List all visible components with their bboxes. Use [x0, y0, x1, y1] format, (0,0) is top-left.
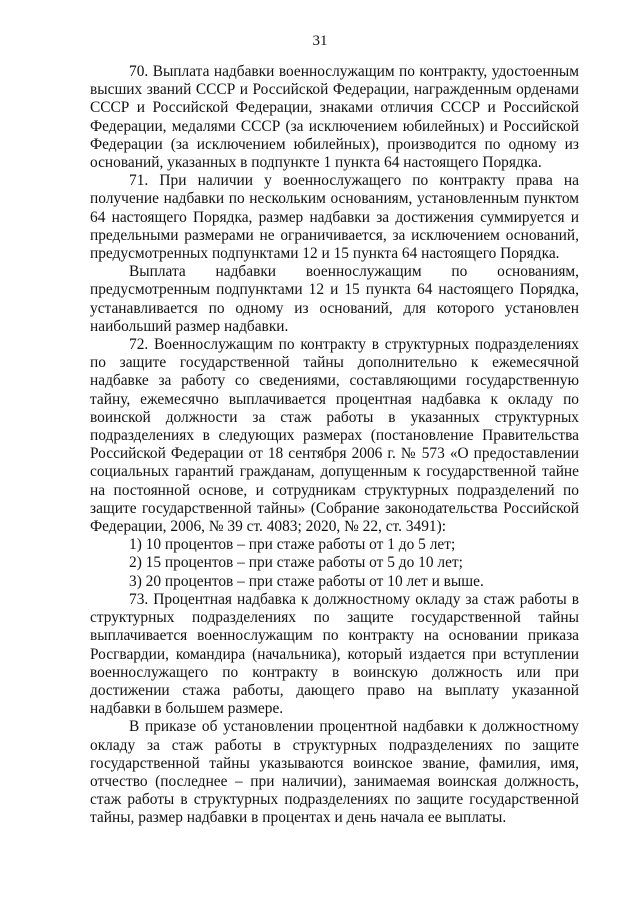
rate-list — [90, 536, 579, 591]
paragraph-70: 70. Выплата надбавки военнослужащим по контракту, удостоенным высших званий СССР и Российской Федерации, награжденным орденами СССР и Российской Федерации, знаками отличия СССР и Российской Федерации, медалями СССР (за исключением юбилейных) и Российской Федерации (за исключением юбилейных), производится по одному из оснований, указанных в подпункте 1 пункта 64 настоящего Порядка. — [90, 63, 579, 172]
paragraph-73: 73. Процентная надбавка к должностному окладу за стаж работы в структурных подразделениях по защите государственной тайны выплачивается военнослужащим по контракту на основании приказа Росгвардии, командира (начальника), который издается при вступлении военнослужащего по контракту в воинскую должность или при достижении стажа работы, дающего право на выплату указанной надбавки в большем размере. — [90, 590, 579, 718]
paragraph-72: 72. Военнослужащим по контракту в структурных подразделениях по защите государственной тайны дополнительно к ежемесячной надбавке за работу со сведениями, составляющими государственную тайну, ежемесячно выплачивается процентная надбавка к окладу по воинской должности за стаж работы в указанных структурных подразделениях в следующих размерах (постановление Правительства Российской Федерации от 18 сентября 2006 г. № 573 «О предоставлении социальных гарантий гражданам, допущенным к государственной тайне на постоянной основе, и сотрудникам структурных подразделений по защите государственной тайны» (Собрание законодательства Российской Федерации, 2006, № 39 ст. 4083; 2020, № 22, ст. 3491): — [90, 336, 579, 536]
paragraph-73-continued: В приказе об установлении процентной надбавки к должностному окладу за стаж работы в структурных подразделениях по защите государственной тайны указываются воинское звание, фамилия, имя, отчество (последнее – при наличии), занимаемая воинская должность, стаж работы в структурных подразделениях по защите государственной тайны, размер надбавки в процентах и день начала ее выплаты. — [90, 718, 579, 827]
document-body — [90, 63, 579, 828]
list-item: 3) 20 процентов – при стаже работы от 10 лет и выше. — [129, 572, 484, 590]
paragraph-71-continued: Выплата надбавки военнослужащим по основаниям, предусмотренным подпунктами 12 и 15 пункта 64 настоящего Порядка, устанавливается по одному из оснований, для которого установлен наибольший размер надбавки. — [90, 263, 579, 335]
list-item: 2) 15 процентов – при стаже работы от 5 до 10 лет; — [129, 554, 463, 572]
page-number: 31 — [312, 33, 328, 49]
list-item: 1) 10 процентов – при стаже работы от 1 до 5 лет; — [129, 536, 456, 554]
paragraph-71: 71. При наличии у военнослужащего по контракту права на получение надбавки по нескольким основаниям, установленным пунктом 64 настоящего Порядка, размер надбавки за достижения суммируется и предельными размерами не ограничивается, за исключением оснований, предусмотренных подпунктами 12 и 15 пункта 64 настоящего Порядка. — [90, 172, 579, 263]
